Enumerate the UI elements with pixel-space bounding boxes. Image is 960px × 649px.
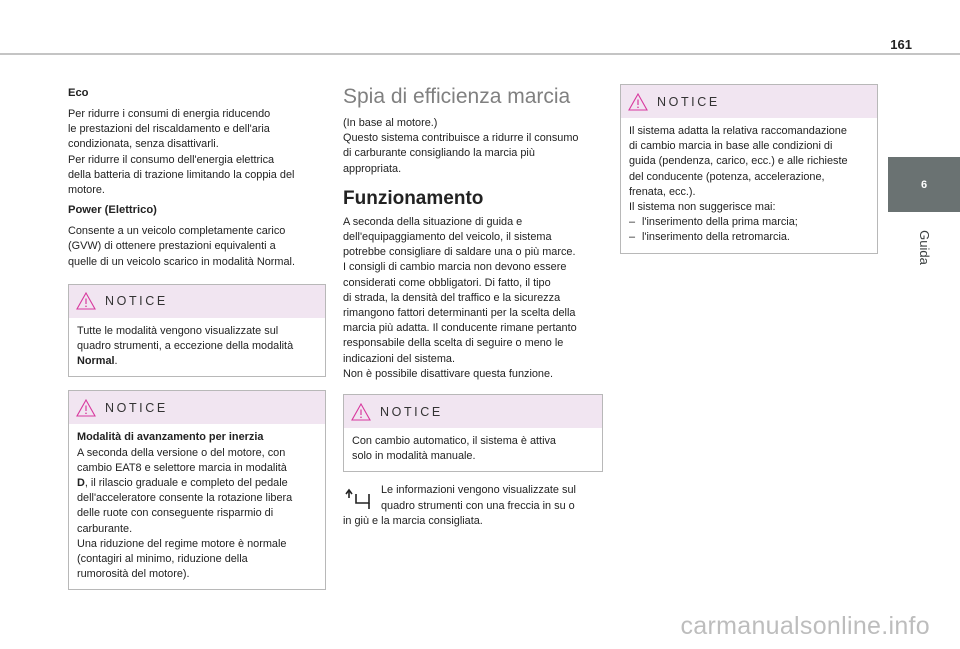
gear-indicator-info	[343, 483, 603, 529]
text-line: Tutte le modalità vengono visualizzate sul	[77, 324, 279, 337]
text-line: quelle di un veicolo scarico in modalità Normal.	[68, 255, 295, 268]
notice-text	[69, 318, 325, 377]
column-left	[68, 86, 326, 590]
text-line: carburante.	[77, 522, 133, 535]
header-divider	[0, 53, 960, 55]
warning-triangle-icon	[344, 403, 378, 421]
text-line: rimangono fattori determinanti per la scelta della	[343, 307, 576, 320]
emphasis: D	[77, 477, 85, 490]
emphasis: Normal	[77, 355, 115, 368]
text-line: Il sistema non suggerisce mai:	[629, 201, 776, 214]
text-line: del conducente (potenza, accelerazione,	[629, 170, 825, 183]
text-line: (GVW) di ottenere prestazioni equivalenti a	[68, 240, 276, 253]
text-line: le prestazioni del riscaldamento e dell'aria	[68, 123, 270, 136]
text-line: di carburante consigliando la marcia più	[343, 147, 535, 160]
text-line: Con cambio automatico, il sistema è attiva	[352, 435, 556, 448]
text-line: quadro strumenti con una freccia in su o	[381, 499, 575, 512]
text-line: indicazioni del sistema.	[343, 352, 455, 365]
notice-box	[68, 284, 326, 378]
chapter-label	[888, 212, 960, 282]
text-line: motore.	[68, 184, 105, 197]
text-line: cambio EAT8 e selettore marcia in modalità	[77, 461, 287, 474]
text-line: Consente a un veicolo completamente carico	[68, 225, 286, 238]
eco-description	[68, 107, 326, 198]
notice-box	[620, 84, 878, 254]
text-line: dell'equipaggiamento del veicolo, il sistema	[343, 231, 552, 244]
list-item: – l'inserimento della prima marcia;	[629, 215, 870, 230]
chapter-number: 6	[920, 178, 928, 191]
page-number: 161	[890, 37, 912, 52]
notice-title: NOTICE	[105, 400, 168, 415]
text-line: A seconda della situazione di guida e	[343, 215, 523, 228]
text-line: Non è possibile disattivare questa funzione.	[343, 367, 554, 380]
text-line: Questo sistema contribuisce a ridurre il consumo	[343, 132, 579, 145]
text-line: in giù e la marcia consigliata.	[343, 514, 483, 527]
notice-box	[68, 390, 326, 590]
notice-subheading: Modalità di avanzamento per inerzia	[77, 431, 264, 444]
warning-triangle-icon	[621, 93, 655, 111]
text-line: di strada, la densità del traffico e la sicurezza	[343, 291, 561, 304]
chapter-label-text: Guida	[916, 229, 932, 265]
notice-text	[69, 424, 325, 589]
text-line: considerati come obbligatori. Di fatto, il tipo	[343, 276, 551, 289]
text-line: quadro strumenti, a eccezione della modalità	[77, 340, 294, 353]
chapter-tab[interactable]	[888, 157, 960, 212]
power-heading: Power (Elettrico)	[68, 204, 157, 217]
notice-header	[69, 391, 325, 424]
text-line: condizionata, senza disattivarli.	[68, 138, 219, 151]
notice-title: NOTICE	[380, 404, 443, 419]
watermark: carmanualsonline.info	[680, 612, 930, 640]
punctuation: .	[114, 355, 118, 368]
text-line: rumorosità del motore).	[77, 568, 190, 581]
notice-header	[344, 395, 602, 428]
warning-triangle-icon	[69, 399, 103, 417]
exclusion-list	[629, 215, 870, 245]
eco-heading: Eco	[68, 87, 89, 99]
column-right	[620, 84, 878, 254]
notice-header	[69, 285, 325, 318]
text-line: frenata, ecc.).	[629, 185, 696, 198]
list-item: – l'inserimento della retromarcia.	[629, 230, 870, 245]
notice-text	[621, 118, 877, 253]
text-line: Le informazioni vengono visualizzate sul	[381, 484, 576, 497]
text-line: solo in modalità manuale.	[352, 450, 476, 463]
text-line: di cambio marcia in base alle condizioni di	[629, 140, 833, 153]
notice-header	[621, 85, 877, 118]
text-line: dell'acceleratore consente la rotazione libera	[77, 492, 293, 505]
text-line: I consigli di cambio marcia non devono essere	[343, 261, 567, 274]
text-line: guida (pendenza, carico, ecc.) e alle richieste	[629, 155, 848, 168]
intro-text	[343, 116, 603, 177]
text-run: , il rilascio graduale e completo del pedale	[84, 477, 288, 490]
text-line: Per ridurre i consumi di energia riducendo	[68, 108, 271, 120]
text-line: marcia più adatta. Il conducente rimane pertanto	[343, 322, 577, 335]
functioning-text	[343, 215, 603, 382]
text-line: Il sistema adatta la relativa raccomandazione	[629, 125, 847, 137]
text-line: responsabile della scelta di seguire o meno le	[343, 337, 564, 350]
column-middle	[343, 84, 603, 529]
text-line	[77, 354, 318, 369]
section-title: Spia di efficienza marcia	[343, 85, 571, 108]
functioning-heading: Funzionamento	[343, 187, 484, 209]
text-line: Per ridurre il consumo dell'energia elettrica	[68, 153, 275, 166]
text-line: delle ruote con conseguente risparmio di	[77, 507, 274, 520]
notice-title: NOTICE	[105, 294, 168, 309]
power-description	[68, 224, 326, 270]
text-line: potrebbe consigliare di saldare una o più marce.	[343, 246, 576, 259]
text-line	[77, 476, 318, 491]
warning-triangle-icon	[69, 292, 103, 310]
text-line: appropriata.	[343, 162, 402, 175]
gear-shift-indicator-icon	[343, 485, 377, 513]
text-line: della batteria di trazione limitando la coppia del	[68, 168, 295, 181]
text-line: A seconda della versione o del motore, con	[77, 446, 286, 459]
notice-text	[344, 428, 602, 471]
notice-title: NOTICE	[657, 94, 720, 109]
notice-box	[343, 394, 603, 472]
text-line: (contagiri al minimo, riduzione della	[77, 553, 248, 566]
text-line: Una riduzione del regime motore è normale	[77, 537, 287, 550]
text-line: (In base al motore.)	[343, 117, 438, 129]
